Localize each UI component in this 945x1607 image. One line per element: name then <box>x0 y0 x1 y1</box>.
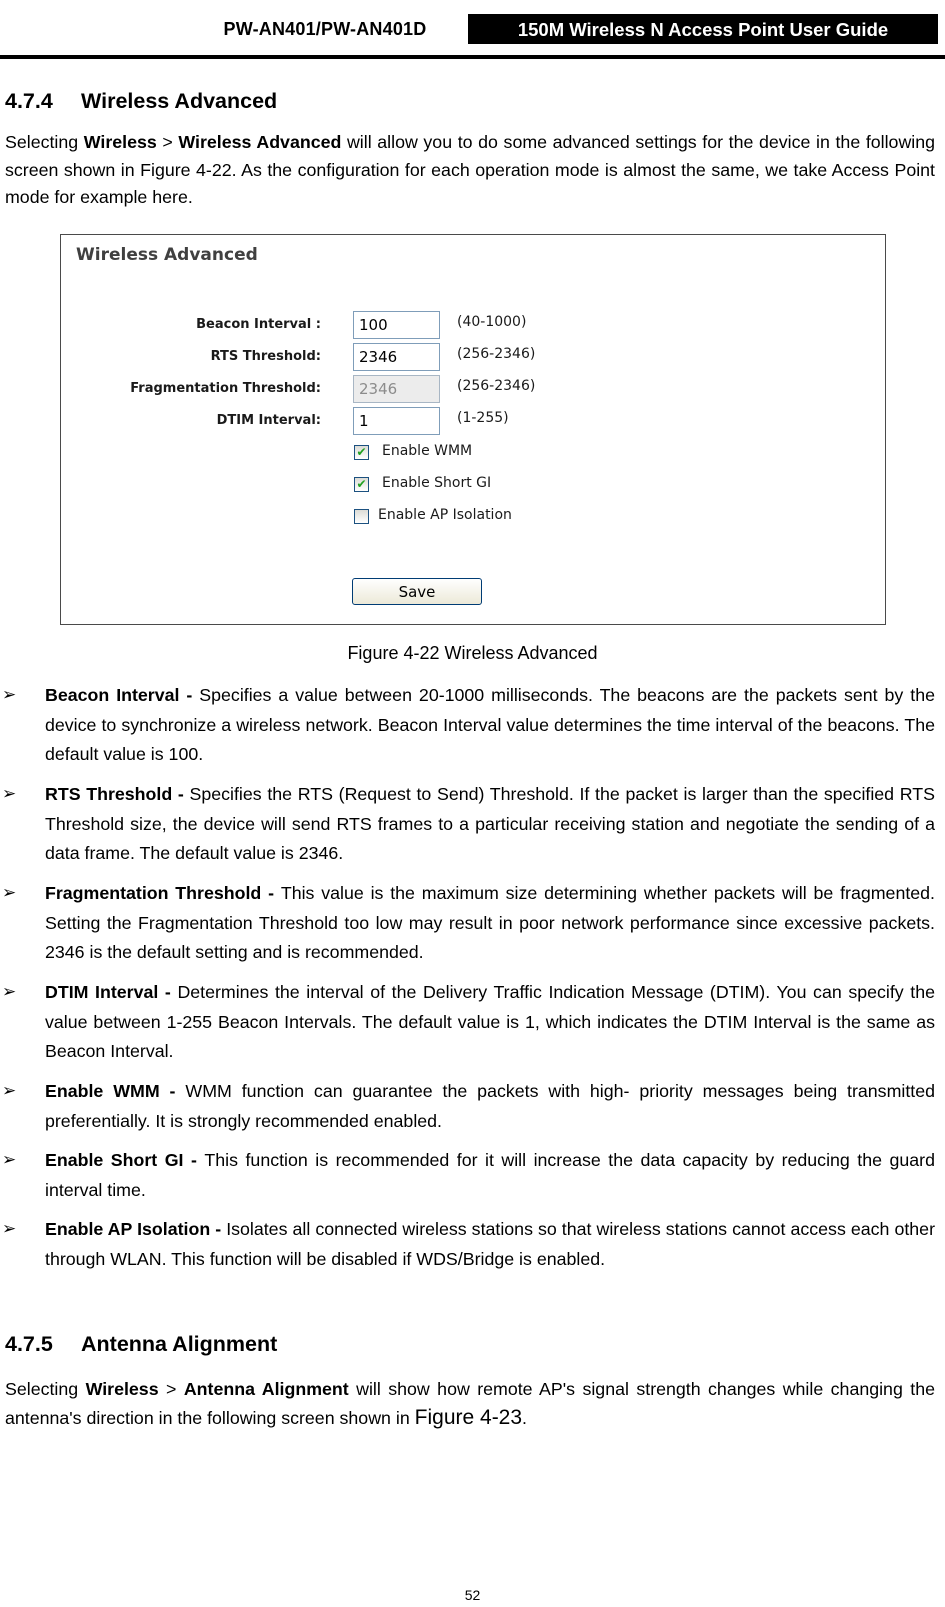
bullet-description: Determines the interval of the Delivery Traffic Indication Message (DTIM). You can specify the value between 1-255 Beacon Intervals. The default value is 1, which indicates the DTIM Interval is the same as Beacon Interval. <box>45 982 935 1061</box>
bullet-term: Fragmentation Threshold - <box>45 883 281 903</box>
figure-reference: Figure 4-23 <box>414 1405 523 1429</box>
bullet-term: RTS Threshold - <box>45 784 190 804</box>
bullet-arrow-icon: ➢ <box>2 1081 17 1100</box>
bullet-text <box>45 1146 935 1205</box>
intro-text: Selecting <box>5 132 84 152</box>
intro-text: will show how remote AP's signal strength changes while changing the antenna's direction in the following screen shown in <box>5 1379 935 1428</box>
fragmentation-threshold-row <box>61 375 887 403</box>
dtim-interval-row <box>61 407 887 435</box>
section-intro <box>5 129 935 212</box>
enable-short-gi-label[interactable]: Enable Short GI <box>382 475 492 491</box>
section-number: 4.7.4 <box>5 89 53 113</box>
section-intro <box>5 1376 935 1432</box>
bullet-arrow-icon: ➢ <box>2 685 17 704</box>
beacon-interval-row <box>61 311 887 339</box>
bullet-text <box>45 1215 935 1274</box>
beacon-interval-range: (40-1000) <box>457 314 527 330</box>
bullet-text <box>45 780 935 869</box>
bullet-term: DTIM Interval - <box>45 982 178 1002</box>
page-number: 52 <box>464 1587 481 1603</box>
dtim-interval-label: DTIM Interval: <box>216 413 321 428</box>
bullet-text <box>45 1077 935 1136</box>
bullet-arrow-icon: ➢ <box>2 982 17 1001</box>
dtim-interval-range: (1-255) <box>457 410 509 426</box>
header-guide-title: 150M Wireless N Access Point User Guide <box>468 14 938 44</box>
rts-threshold-range: (256-2346) <box>457 346 536 362</box>
enable-wmm-label[interactable]: Enable WMM <box>382 443 473 459</box>
section-heading-wireless-advanced <box>5 89 277 114</box>
bullet-arrow-icon: ➢ <box>2 1219 17 1238</box>
intro-text: will allow you to do some advanced settings for the device in the following screen shown in Figure 4-22. As the configuration for each operation mode is almost the same, we take Access Point mode for example here. <box>5 132 936 207</box>
intro-menu-antenna-alignment: Antenna Alignment <box>183 1379 349 1399</box>
beacon-interval-input[interactable] <box>353 311 440 339</box>
dtim-interval-input[interactable] <box>353 407 440 435</box>
bullet-term: Enable AP Isolation - <box>45 1219 227 1239</box>
rts-threshold-label: RTS Threshold: <box>210 349 321 364</box>
section-title: Wireless Advanced <box>81 89 278 113</box>
beacon-interval-label: Beacon Interval : <box>196 317 321 332</box>
figure-caption: Figure 4-22 Wireless Advanced <box>347 643 598 663</box>
bullet-description: Isolates all connected wireless stations so that wireless stations cannot access each other through WLAN. This function will be disabled if WDS/Bridge is enabled. <box>45 1219 935 1269</box>
bullet-description: Specifies a value between 20-1000 milliseconds. The beacons are the packets sent by the device to synchronize a wireless network. Beacon Interval value determines the time interval of the beacons. The default value is 100. <box>45 685 935 764</box>
enable-ap-isolation-checkbox[interactable] <box>354 509 369 524</box>
intro-menu-wireless: Wireless <box>83 132 157 152</box>
bullet-term: Enable Short GI - <box>45 1150 205 1170</box>
bullet-text <box>45 681 935 770</box>
rts-threshold-input[interactable] <box>353 343 440 371</box>
intro-menu-wireless-advanced: Wireless Advanced <box>178 132 342 152</box>
enable-short-gi-checkbox[interactable]: ✔ <box>354 477 369 492</box>
bullet-arrow-icon: ➢ <box>2 883 17 902</box>
bullet-term: Beacon Interval - <box>45 685 200 705</box>
fragmentation-threshold-range: (256-2346) <box>457 378 536 394</box>
save-button[interactable]: Save <box>352 578 482 605</box>
section-number: 4.7.5 <box>5 1332 53 1356</box>
intro-text: . <box>522 1407 527 1428</box>
bullet-arrow-icon: ➢ <box>2 784 17 803</box>
enable-wmm-checkbox[interactable]: ✔ <box>354 445 369 460</box>
panel-title: Wireless Advanced <box>76 245 258 265</box>
bullet-term: Enable WMM - <box>45 1081 186 1101</box>
page-header <box>0 14 945 44</box>
bullet-arrow-icon: ➢ <box>2 1150 17 1169</box>
bullet-description: WMM function can guarantee the packets with high- priority messages being transmitted preferentially. It is strongly recommended enabled. <box>45 1081 935 1131</box>
wireless-advanced-screenshot <box>60 234 886 625</box>
section-heading-antenna-alignment <box>5 1332 277 1357</box>
header-model: PW-AN401/PW-AN401D <box>223 19 427 39</box>
intro-text: Selecting <box>5 1379 86 1399</box>
section-title: Antenna Alignment <box>81 1332 278 1356</box>
bullet-text <box>45 978 935 1067</box>
bullet-description: Specifies the RTS (Request to Send) Threshold. If the packet is larger than the specified RTS Threshold size, the device will send RTS frames to a particular receiving station and negotiate the sending of a data frame. The default value is 2346. <box>45 784 935 863</box>
enable-ap-isolation-label[interactable]: Enable AP Isolation <box>378 507 512 523</box>
intro-text: > <box>156 132 179 152</box>
fragmentation-threshold-label: Fragmentation Threshold: <box>130 381 321 396</box>
rts-threshold-row <box>61 343 887 371</box>
intro-menu-wireless: Wireless <box>85 1379 159 1399</box>
bullet-description: This value is the maximum size determining whether packets will be fragmented. Setting the Fragmentation Threshold too low may result in poor network performance since excessive packets. 2346 is the default setting and is recommended. <box>45 883 935 962</box>
header-rule <box>0 55 945 59</box>
fragmentation-threshold-input <box>353 375 440 403</box>
bullet-text <box>45 879 935 968</box>
bullet-description: This function is recommended for it will increase the data capacity by reducing the guard interval time. <box>45 1150 935 1200</box>
intro-text: > <box>158 1379 184 1399</box>
